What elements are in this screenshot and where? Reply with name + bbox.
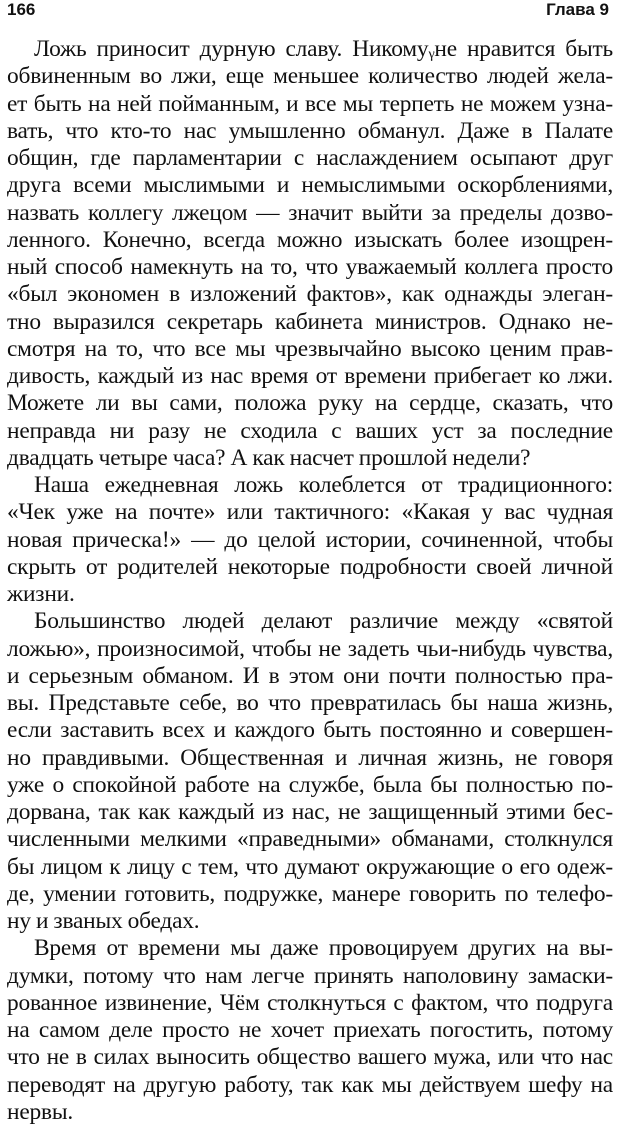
running-head xyxy=(7,0,613,26)
text-line: вать, что кто-то нас умышленно обманул. Даже в Палате xyxy=(7,117,613,144)
text-line: Время от времени мы даже провоцируем других на вы- xyxy=(34,935,613,962)
text-line: «Чек уже на почте» или тактичного: «Какая у вас чудная xyxy=(7,499,613,526)
text-line: если заставить всех и каждого быть постоянно и совершен- xyxy=(7,717,613,744)
body-text xyxy=(7,36,613,1126)
text-line: назвать коллегу лжецом — значит выйти за пределы дозво- xyxy=(7,199,613,226)
paragraph xyxy=(7,935,613,1126)
text-line: неправда ни разу не сходила с ваших уст за последние xyxy=(7,417,613,444)
text-line: что не в силах выносить общество вашего мужа, или что нас xyxy=(7,1044,613,1071)
text-line: общин, где парламентарии с наслаждением осыпают друг xyxy=(7,145,613,171)
text-line: уже о спокойной работе на службе, была бы полностью по- xyxy=(7,771,613,798)
text-line: рованное извинение, Чём столкнуться с фактом, что подруга xyxy=(7,989,613,1016)
text-line: ленного. Конечно, всегда можно изыскать более изощрен- xyxy=(7,226,613,253)
text-line: и серьезным обманом. И в этом они почти полностью пра- xyxy=(7,662,613,689)
text-line: дорвана, так как каждый из нас, не защищенный этими бес- xyxy=(7,799,613,825)
text-line: «был экономен в изложений фактов», как однажды элеган- xyxy=(7,281,613,308)
text-line: Большинство людей делают различие между «святой xyxy=(34,608,613,635)
text-line: смотря на то, что все мы чрезвычайно высоко ценим прав- xyxy=(7,335,613,362)
text-line: ный способ намекнуть на то, что уважаемый коллега просто xyxy=(7,254,613,280)
paragraph xyxy=(7,472,613,608)
text-line: тно выразился секретарь кабинета министров. Однако не- xyxy=(7,308,613,335)
text-line: вы. Представьте себе, во что превратилась бы наша жизнь, xyxy=(7,690,613,716)
text-line: ну и званых обедах. xyxy=(7,908,200,934)
text-line: ет быть на ней пойманным, и все мы терпеть не можем узна- xyxy=(7,90,613,117)
chapter-title: Глава 9 xyxy=(546,0,609,19)
text-line: обвиненным во лжи, еще меньшее количество людей жела- xyxy=(7,63,613,90)
page-number: 166 xyxy=(7,0,36,19)
text-line: нервы. xyxy=(7,1098,74,1125)
text-line: но правдивыми. Общественная и личная жизнь, не говоря xyxy=(7,744,613,771)
text-line: Можете ли вы сами, положа руку на сердце, сказать, что xyxy=(7,390,613,417)
text-line: Ложь приносит дурную славу. Никомуᵧне нравится быть xyxy=(34,36,613,62)
text-line: на самом деле просто не хочет приехать погостить, потому xyxy=(7,1017,613,1043)
text-line: Наша ежедневная ложь колеблется от традиционного: xyxy=(34,472,613,498)
paragraph xyxy=(7,608,613,935)
text-line: ложью», произносимой, чтобы не задеть чьи-нибудь чувства, xyxy=(7,635,613,662)
text-line: думки, потому что нам легче принять наполовину замаски- xyxy=(7,962,613,989)
text-line: скрыть от родителей некоторые подробности своей личной xyxy=(7,553,613,580)
text-line: новая прическа!» — до целой истории, сочиненной, чтобы xyxy=(7,526,613,553)
text-line: двадцать четыре часа? А как насчет прошлой недели? xyxy=(7,444,531,471)
text-line: дивость, каждый из нас время от времени прибегает ко лжи. xyxy=(7,363,613,389)
paragraph xyxy=(7,36,613,472)
text-line: бы лицом к лицу с тем, что думают окружающие о его одеж- xyxy=(7,853,613,880)
text-line: переводят на другую работу, так как мы действуем шефу на xyxy=(7,1071,613,1098)
text-line: численными мелкими «праведными» обманами, столкнулся xyxy=(7,826,613,853)
text-line: друга всеми мыслимыми и немыслимыми оскорблениями, xyxy=(7,172,613,199)
text-line: жизни. xyxy=(7,581,75,607)
text-line: де, умении готовить, подружке, манере говорить по телефо- xyxy=(7,880,613,907)
